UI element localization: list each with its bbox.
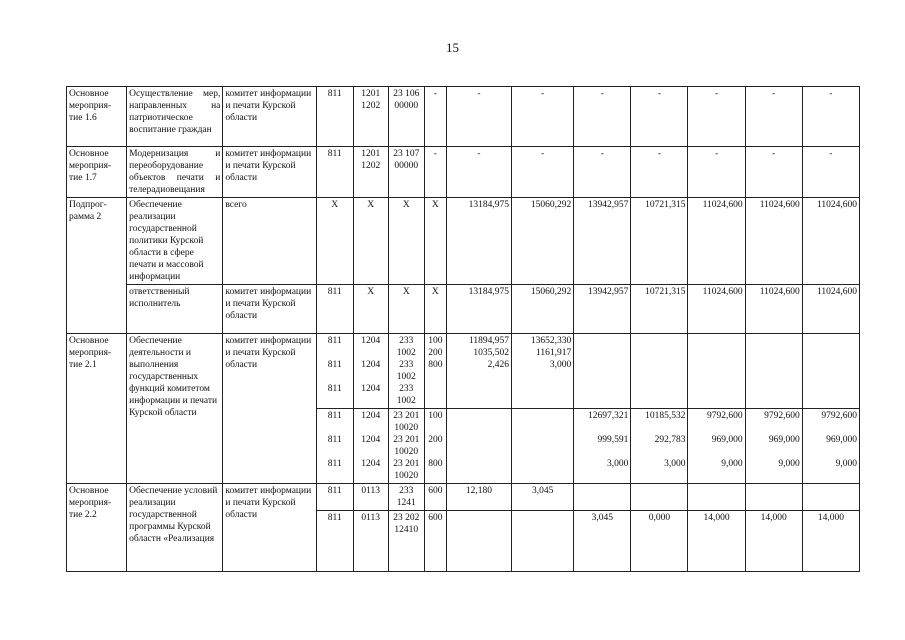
rzpr-cell: 1204 1204 1204 <box>353 409 388 484</box>
year-cell: - <box>512 87 574 147</box>
grbs-cell: 811 811 811 <box>316 334 353 409</box>
csr-cell: 233 1002 233 1002 233 1002 <box>388 334 424 409</box>
table-row <box>67 285 860 334</box>
rzpr-cell: 1201 1202 <box>353 87 388 147</box>
year-cell: - <box>745 87 802 147</box>
year-cell: 10721,315 <box>631 285 688 334</box>
row-name: Обеспечение деятельности и выполнения государственных функций комитетом информации и печати Курской области <box>127 334 223 484</box>
csr-cell: 23 201 10020 23 201 10020 23 201 10020 <box>388 409 424 484</box>
page-number: 15 <box>446 40 459 55</box>
csr-cell: 23 106 00000 <box>388 87 424 147</box>
year-cell: 12697,321 999,591 3,000 <box>574 409 631 484</box>
year-cell: - <box>574 87 631 147</box>
rzpr-cell: 1204 1204 1204 <box>353 334 388 409</box>
row-executor: комитет информации и печати Курской области <box>223 87 316 147</box>
year-cell: - <box>688 87 745 147</box>
year-cell: - <box>688 147 745 198</box>
row-executor: комитет информации и печати Курской области <box>223 285 316 334</box>
year-cell: 9792,600 969,000 9,000 <box>802 409 859 484</box>
empty-cell <box>745 484 802 511</box>
table-row <box>67 198 860 285</box>
year-cell: 0,000 <box>631 511 688 572</box>
year-cell: 13942,957 <box>574 285 631 334</box>
table-row <box>67 147 860 198</box>
csr-cell: 233 1241 <box>388 484 424 511</box>
row-name: Модернизация и переоборудование объектов печати и телерадиовещания <box>127 147 223 198</box>
vr-cell: - <box>424 147 446 198</box>
row-name: ответственный исполнитель <box>127 285 223 334</box>
rzpr-cell: 0113 <box>353 511 388 572</box>
year-cell: - <box>574 147 631 198</box>
row-status: Основное мероприя- тие 2.1 <box>67 334 127 484</box>
year-cell: 11024,600 <box>802 285 859 334</box>
empty-cell <box>688 334 745 409</box>
grbs-cell: 811 <box>316 285 353 334</box>
row-executor: комитет информации и печати Курской области <box>223 147 316 198</box>
year-cell: 11024,600 <box>745 198 802 285</box>
empty-cell <box>631 334 688 409</box>
row-status: Основное мероприя- тие 2.2 <box>67 484 127 572</box>
year-cell: 11024,600 <box>688 285 745 334</box>
row-executor: всего <box>223 198 316 285</box>
year-cell: 9792,600 969,000 9,000 <box>688 409 745 484</box>
year-cell: 12,180 <box>446 484 511 511</box>
vr-cell: Х <box>424 198 446 285</box>
empty-cell <box>802 484 859 511</box>
vr-cell: 100 200 800 <box>424 409 446 484</box>
year-cell: 14,000 <box>745 511 802 572</box>
empty-cell <box>745 334 802 409</box>
year-cell: 13942,957 <box>574 198 631 285</box>
year-cell: 13184,975 <box>446 198 511 285</box>
empty-cell <box>446 511 511 572</box>
row-executor: комитет информации и печати Курской области <box>223 484 316 572</box>
year-cell: 13652,330 1161,917 3,000 <box>512 334 574 409</box>
year-cell: 10185,532 292,783 3,000 <box>631 409 688 484</box>
year-cell: 13184,975 <box>446 285 511 334</box>
year-cell: - <box>446 147 511 198</box>
table-row <box>67 334 860 409</box>
grbs-cell: 811 <box>316 147 353 198</box>
empty-cell <box>512 409 574 484</box>
vr-cell: - <box>424 87 446 147</box>
row-status: Подпрог- рамма 2 <box>67 198 127 334</box>
year-cell: 15060,292 <box>512 198 574 285</box>
rzpr-cell: 1201 1202 <box>353 147 388 198</box>
year-cell: - <box>802 147 859 198</box>
row-name: Осуществление мер, направленных на патриотическое воспитание граждан <box>127 87 223 147</box>
empty-cell <box>802 334 859 409</box>
year-cell: - <box>631 147 688 198</box>
year-cell: 11024,600 <box>745 285 802 334</box>
year-cell: 14,000 <box>802 511 859 572</box>
vr-cell: 600 <box>424 484 446 511</box>
year-cell: 3,045 <box>512 484 574 511</box>
csr-cell: Х <box>388 198 424 285</box>
year-cell: 3,045 <box>574 511 631 572</box>
year-cell: 10721,315 <box>631 198 688 285</box>
table-row <box>67 87 860 147</box>
grbs-cell: 811 <box>316 511 353 572</box>
year-cell: 14,000 <box>688 511 745 572</box>
vr-cell: 100 200 800 <box>424 334 446 409</box>
empty-cell <box>688 484 745 511</box>
empty-cell <box>574 334 631 409</box>
row-name: Обеспечение реализации государственной политики Курской области в сфере печати и массовой информации <box>127 198 223 285</box>
grbs-cell: 811 <box>316 484 353 511</box>
empty-cell <box>446 409 511 484</box>
csr-cell: Х <box>388 285 424 334</box>
row-status: Основное мероприя- тие 1.6 <box>67 87 127 147</box>
year-cell: 11024,600 <box>688 198 745 285</box>
year-cell: - <box>512 147 574 198</box>
rzpr-cell: Х <box>353 285 388 334</box>
year-cell: 11024,600 <box>802 198 859 285</box>
year-cell: - <box>446 87 511 147</box>
empty-cell <box>512 511 574 572</box>
grbs-cell: 811 811 811 <box>316 409 353 484</box>
year-cell: - <box>802 87 859 147</box>
rzpr-cell: 0113 <box>353 484 388 511</box>
year-cell: - <box>631 87 688 147</box>
csr-cell: 23 107 00000 <box>388 147 424 198</box>
vr-cell: Х <box>424 285 446 334</box>
grbs-cell: Х <box>316 198 353 285</box>
csr-cell: 23 202 12410 <box>388 511 424 572</box>
budget-table <box>66 86 860 572</box>
row-status: Основное мероприя- тие 1.7 <box>67 147 127 198</box>
empty-cell <box>574 484 631 511</box>
year-cell: 11894,957 1035,502 2,426 <box>446 334 511 409</box>
year-cell: - <box>745 147 802 198</box>
year-cell: 9792,600 969,000 9,000 <box>745 409 802 484</box>
row-executor: комитет информации и печати Курской области <box>223 334 316 484</box>
grbs-cell: 811 <box>316 87 353 147</box>
rzpr-cell: Х <box>353 198 388 285</box>
empty-cell <box>631 484 688 511</box>
year-cell: 15060,292 <box>512 285 574 334</box>
row-name: Обеспечение условий реализации государственной программы Курской областн «Реализация <box>127 484 223 572</box>
vr-cell: 600 <box>424 511 446 572</box>
table-row <box>67 484 860 511</box>
